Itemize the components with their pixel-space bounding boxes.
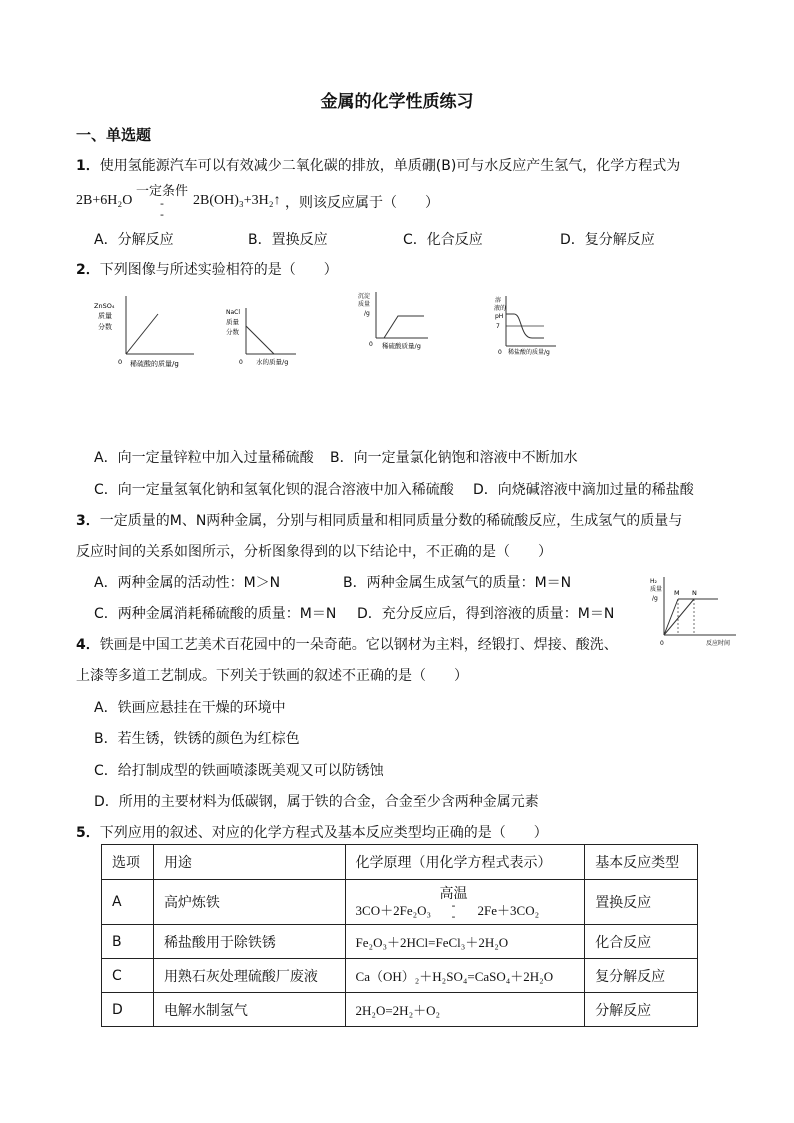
- table-header-row: [102, 845, 698, 880]
- q2-graph-d: [492, 294, 562, 358]
- graph-c-xlabel: 稀硫酸质量/g: [382, 342, 421, 350]
- row-a-eq-right: 2Fe＋3CO₂: [477, 903, 540, 918]
- q2-option-b[interactable]: B．向一定量氯化钠饱和溶液中不断加水: [330, 450, 578, 466]
- row-d-equation: 2H₂O=2H₂＋O₂: [345, 993, 585, 1027]
- q3-option-b[interactable]: B．两种金属生成氢气的质量：M＝N: [343, 575, 572, 591]
- row-b-type: 化合反应: [585, 925, 698, 959]
- q1-eq-condition: 一定条件: [136, 184, 189, 199]
- question-5-number: 5．: [76, 825, 100, 841]
- table-row: [102, 993, 698, 1027]
- graph-a-ylabel-1: ZnSO₄: [94, 302, 115, 310]
- row-b-use: 稀盐酸用于除铁锈: [153, 925, 345, 959]
- table-row: [102, 925, 698, 959]
- graph-d-origin: 0: [498, 349, 502, 356]
- page-title: 金属的化学性质练习: [320, 92, 474, 112]
- row-c-equation: Ca（OH）₂＋H₂SO₄=CaSO₄＋2H₂O: [345, 959, 585, 993]
- graph-a-origin: 0: [118, 358, 123, 366]
- graph-c-ylabel-3: /g: [364, 310, 370, 317]
- row-d-option: D: [102, 993, 154, 1027]
- q3-graph-ylabel-3: /g: [652, 595, 658, 602]
- graph-b-origin: 0: [239, 359, 243, 366]
- graph-a-ylabel-3: 分数: [98, 323, 112, 331]
- question-1-stem: [76, 155, 680, 175]
- table-row: [102, 880, 698, 925]
- row-a-eq-mark-2: -: [451, 910, 456, 923]
- graph-a-xlabel: 稀硫酸的质量/g: [130, 360, 179, 368]
- graph-c-ylabel-2: 质量: [358, 301, 371, 308]
- row-a-eq-condition: 高温: [439, 886, 468, 902]
- q4-option-d[interactable]: D．所用的主要材料为低碳钢，属于铁的合金，合金至少含两种金属元素: [94, 794, 539, 810]
- graph-b-ylabel-1: NaCl: [226, 309, 241, 316]
- question-1-number: 1．: [76, 158, 100, 174]
- graph-c-curve: [376, 316, 424, 338]
- q1-eq-mark-2: -: [160, 208, 164, 221]
- q3-graph-origin: 0: [660, 640, 664, 647]
- q1-eq-tail: ，则该反应属于（ ）: [285, 195, 439, 211]
- question-3-text-2: 反应时间的关系如图所示，分析图象得到的以下结论中，不正确的是（ ）: [76, 544, 552, 560]
- q3-graph-label-n: N: [692, 589, 697, 597]
- section-heading: 一、单选题: [76, 126, 152, 144]
- q1-eq-mark-1: -: [160, 197, 164, 210]
- table-header-principle: 化学原理（用化学方程式表示）: [345, 845, 585, 880]
- question-2-text: 下列图像与所述实验相符的是（ ）: [99, 262, 338, 278]
- q1-option-b[interactable]: B．置换反应: [248, 232, 328, 248]
- q2-option-a[interactable]: A．向一定量锌粒中加入过量稀硫酸: [94, 450, 314, 466]
- graph-b-ylabel-3: 分数: [226, 328, 239, 336]
- q1-option-c[interactable]: C．化合反应: [403, 232, 483, 248]
- graph-a-ylabel-2: 质量: [98, 312, 112, 320]
- graph-a-curve: [126, 314, 158, 354]
- q4-option-b[interactable]: B．若生锈，铁锈的颜色为红棕色: [94, 731, 300, 747]
- row-a-eq-mark-1: -: [451, 899, 456, 912]
- row-c-use: 用熟石灰处理硫酸厂废液: [153, 959, 345, 993]
- row-c-type: 复分解反应: [585, 959, 698, 993]
- q2-graph-a: [92, 292, 202, 372]
- row-a-equation: [345, 880, 585, 925]
- question-1-text: 使用氢能源汽车可以有效减少二氧化碳的排放，单质硼(B)可与水反应产生氢气，化学方程式为: [99, 158, 681, 174]
- table-header-option: 选项: [102, 845, 154, 880]
- table-header-use: 用途: [153, 845, 345, 880]
- q3-graph-label-m: M: [674, 589, 680, 597]
- graph-d-ylabel-3: pH: [495, 313, 504, 320]
- q3-graph-line-m: [664, 599, 678, 635]
- graph-c-ylabel-1: 沉淀: [358, 293, 371, 300]
- q2-option-d[interactable]: D．向烧碱溶液中滴加过量的稀盐酸: [473, 482, 694, 498]
- graph-b-ylabel-2: 质量: [226, 318, 239, 326]
- q3-option-a[interactable]: A．两种金属的活动性：M＞N: [94, 575, 281, 591]
- question-3-text-1: 一定质量的M、N两种金属，分别与相同质量和相同质量分数的稀硫酸反应，生成氢气的质量与: [99, 513, 683, 529]
- row-a-option: A: [102, 880, 154, 925]
- question-5-stem: [76, 822, 548, 842]
- q3-option-c[interactable]: C．两种金属消耗稀硫酸的质量：M＝N: [94, 606, 337, 622]
- q4-option-c[interactable]: C．给打制成型的铁画喷漆既美观又可以防锈蚀: [94, 763, 384, 779]
- table-row: [102, 959, 698, 993]
- q3-graph-line-n: [664, 599, 694, 635]
- q5-table: [101, 844, 698, 1027]
- q3-graph-ylabel-1: H₂: [650, 578, 657, 585]
- q3-graph-xlabel: 反应时间: [706, 640, 731, 647]
- row-a-use: 高炉炼铁: [153, 880, 345, 925]
- question-3-stem: [76, 510, 682, 530]
- q2-graph-c: [354, 290, 434, 354]
- q3-option-d[interactable]: D．充分反应后，得到溶液的质量：M＝N: [357, 606, 615, 622]
- q3-graph: [648, 575, 740, 651]
- row-b-option: B: [102, 925, 154, 959]
- q1-eq-right: 2B(OH)₃+3H₂↑: [193, 193, 281, 208]
- row-d-use: 电解水制氢气: [153, 993, 345, 1027]
- graph-d-xlabel: 稀盐酸的质量/g: [508, 349, 550, 356]
- question-4-number: 4．: [76, 637, 100, 653]
- q2-graph-b: [222, 304, 302, 368]
- graph-c-origin: 0: [369, 341, 373, 348]
- q1-option-a[interactable]: A．分解反应: [94, 232, 174, 248]
- graph-d-ylabel-1: 溶: [495, 297, 502, 304]
- question-4-text-2: 上漆等多道工艺制成。下列关于铁画的叙述不正确的是（ ）: [76, 668, 468, 684]
- q4-option-a[interactable]: A．铁画应悬挂在干燥的环境中: [94, 700, 286, 716]
- q1-eq-left: 2B+6H₂O: [76, 193, 133, 208]
- question-4-stem: [76, 634, 618, 654]
- question-5-text: 下列应用的叙述、对应的化学方程式及基本反应类型均正确的是（ ）: [99, 825, 548, 841]
- q1-option-d[interactable]: D．复分解反应: [560, 232, 655, 248]
- q2-option-c[interactable]: C．向一定量氢氧化钠和氢氧化钡的混合溶液中加入稀硫酸: [94, 482, 454, 498]
- question-3-number: 3．: [76, 513, 100, 529]
- row-c-option: C: [102, 959, 154, 993]
- graph-d-ylabel-4: 7: [496, 323, 500, 330]
- graph-b-xlabel: 水的质量/g: [256, 358, 289, 366]
- table-header-type: 基本反应类型: [585, 845, 698, 880]
- q3-graph-ylabel-2: 质量: [650, 586, 663, 593]
- question-2-number: 2．: [76, 262, 100, 278]
- row-a-eq-left: 3CO＋2Fe₂O₃: [355, 903, 432, 918]
- row-d-type: 分解反应: [585, 993, 698, 1027]
- graph-d-ylabel-2: 液的: [494, 305, 507, 312]
- question-4-text-1: 铁画是中国工艺美术百花园中的一朵奇葩。它以钢材为主料，经锻打、焊接、酸洗、: [99, 637, 618, 653]
- row-a-type: 置换反应: [585, 880, 698, 925]
- row-b-equation: Fe₂O₃＋2HCl=FeCl₃＋2H₂O: [345, 925, 585, 959]
- question-2-stem: [76, 259, 338, 279]
- graph-b-curve: [246, 326, 274, 354]
